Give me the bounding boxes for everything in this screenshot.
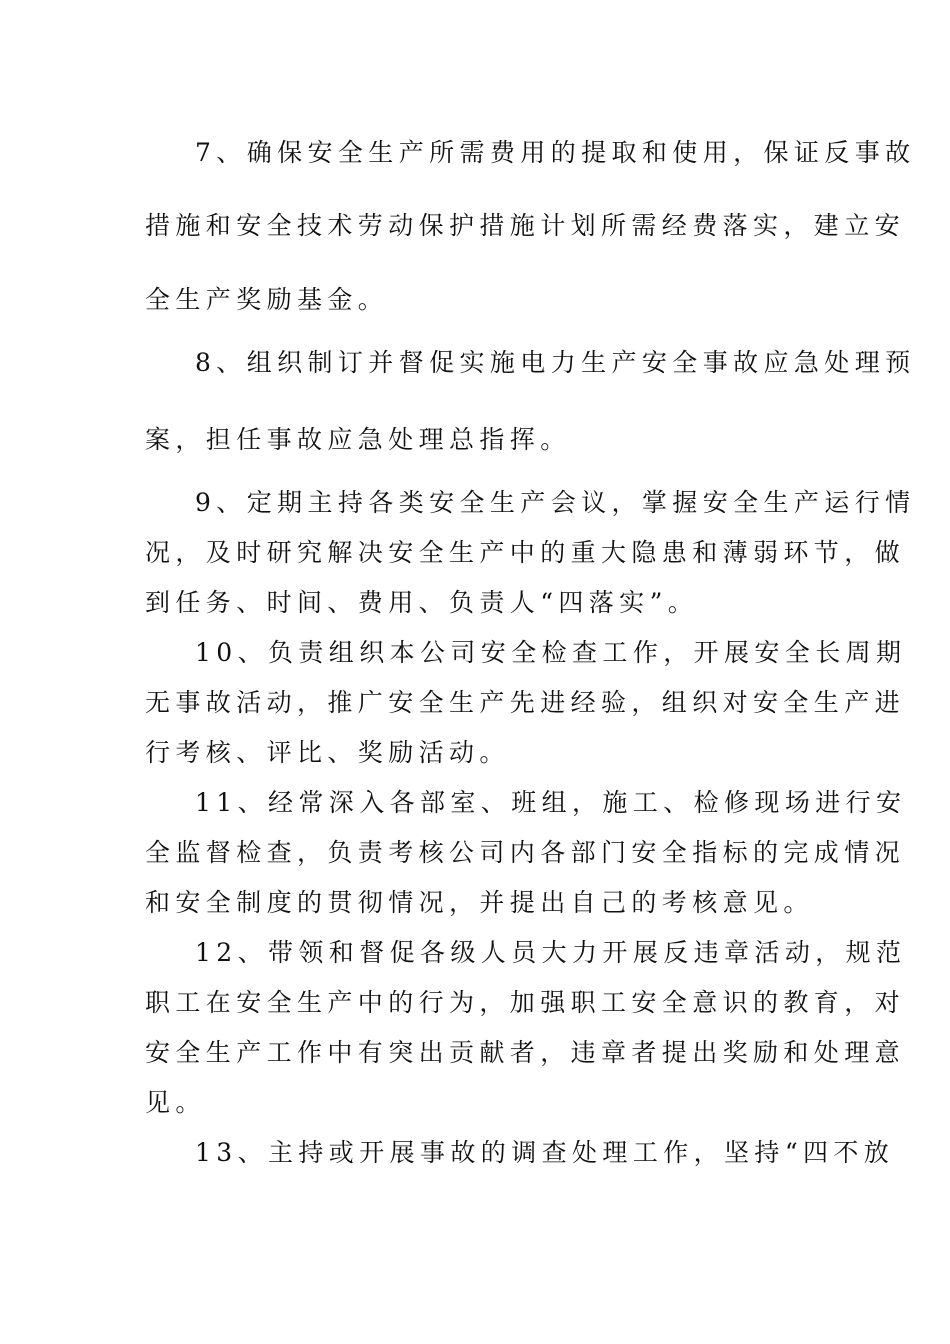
paragraph-12-line-1: 12、带领和督促各级人员大力开展反违章活动，规范 (195, 938, 907, 967)
paragraph-9-line-3: 到任务、时间、费用、负责人“四落实”。 (145, 588, 699, 617)
paragraph-7-line-1: 7、确保安全生产所需费用的提取和使用，保证反事故 (195, 138, 916, 167)
paragraph-8-line-1: 8、组织制订并督促实施电力生产安全事故应急处理预 (195, 348, 916, 377)
paragraph-12-line-3: 安全生产工作中有突出贡献者，违章者提出奖励和处理意 (145, 1038, 906, 1067)
paragraph-12-line-4: 见。 (145, 1088, 206, 1117)
paragraph-8-line-2: 案，担任事故应急处理总指挥。 (145, 425, 571, 454)
paragraph-13-line-1: 13、主持或开展事故的调查处理工作，坚持“四不放 (195, 1138, 895, 1167)
paragraph-11-line-1: 11、经常深入各部室、班组，施工、检修现场进行安 (195, 788, 907, 817)
paragraph-7-line-2: 措施和安全技术劳动保护措施计划所需经费落实，建立安 (145, 211, 906, 240)
paragraph-10-line-1: 10、负责组织本公司安全检查工作，开展安全长周期 (195, 638, 907, 667)
paragraph-11-line-3: 和安全制度的贯彻情况，并提出自己的考核意见。 (145, 888, 814, 917)
paragraph-10-line-3: 行考核、评比、奖励活动。 (145, 738, 510, 767)
paragraph-11-line-2: 全监督检查，负责考核公司内各部门安全指标的完成情况 (145, 838, 906, 867)
paragraph-12-line-2: 职工在安全生产中的行为，加强职工安全意识的教育，对 (145, 988, 906, 1017)
paragraph-7-line-3: 全生产奖励基金。 (145, 285, 389, 314)
paragraph-9-line-1: 9、定期主持各类安全生产会议，掌握安全生产运行情 (195, 488, 916, 517)
paragraph-10-line-2: 无事故活动，推广安全生产先进经验，组织对安全生产进 (145, 688, 906, 717)
paragraph-9-line-2: 况，及时研究解决安全生产中的重大隐患和薄弱环节，做 (145, 538, 906, 567)
